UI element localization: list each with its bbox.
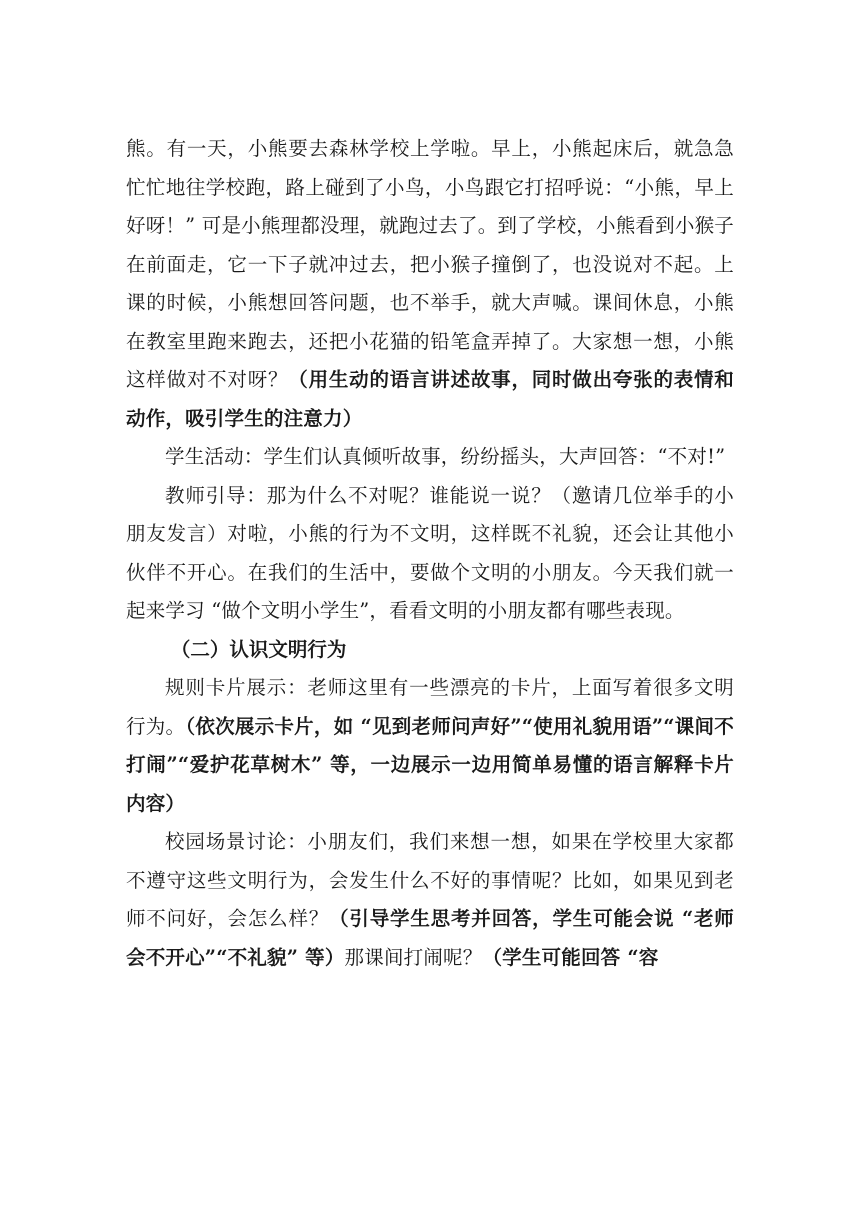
story-teacher-note: （用生动的语言讲述故事，同时做出夸张的表情和动作，吸引学生的注意力） <box>126 368 734 430</box>
campus-discussion-note-1: （引导学生思考并回答，学生可能会说 “老师会不开心”“不礼貌” 等） <box>126 907 734 969</box>
rule-cards-text: 规则卡片展示：老师这里有一些漂亮的卡片，上面写着很多文明行为。 <box>126 676 734 738</box>
campus-discussion-text-2: 那课间打闹呢？ <box>344 945 483 969</box>
story-paragraph <box>126 130 734 438</box>
story-text: 熊。有一天，小熊要去森林学校上学啦。早上，小熊起床后，就急急忙忙地往学校跑，路上碰到了小鸟，小鸟跟它打招呼说：“小熊，早上好呀！” 可是小熊理都没理，就跑过去了。到了学校，小熊看到小猴子在前面走，它一下子就冲过去，把小猴子撞倒了，也没说对不起。上课的时候，小熊想回答问题，也不举手，就大声喊。课间休息，小熊在教室里跑来跑去，还把小花猫的铅笔盒弄掉了。大家想一想，小熊这样做对不对呀？ <box>126 137 734 391</box>
document-page <box>126 130 734 977</box>
teacher-guide-text: 教师引导：那为什么不对呢？谁能说一说？（邀请几位举手的小朋友发言）对啦，小熊的行为不文明，这样既不礼貌，还会让其他小伙伴不开心。在我们的生活中，要做个文明的小朋友。今天我们就一起来学习 “做个文明小学生”，看看文明的小朋友都有哪些表现。 <box>126 483 734 622</box>
student-activity-paragraph <box>126 438 734 477</box>
section-heading <box>126 631 734 670</box>
campus-discussion-text: 校园场景讨论：小朋友们，我们来想一想，如果在学校里大家都不遵守这些文明行为，会发生什么不好的事情呢？比如，如果见到老师不问好，会怎么样？ <box>126 830 734 930</box>
campus-discussion-paragraph <box>126 823 734 977</box>
rule-cards-note: （依次展示卡片，如 “见到老师问声好”“使用礼貌用语”“课间不打闹”“爱护花草树木” 等，一边展示一边用简单易懂的语言解释卡片内容） <box>126 714 734 815</box>
section-heading-text: （二）认识文明行为 <box>170 637 347 661</box>
student-activity-text: 学生活动：学生们认真倾听故事，纷纷摇头，大声回答：“不对!” <box>165 445 726 468</box>
campus-discussion-note-2: （学生可能回答 “容 <box>482 945 659 969</box>
teacher-guide-paragraph <box>126 477 734 631</box>
rule-cards-paragraph <box>126 669 734 823</box>
